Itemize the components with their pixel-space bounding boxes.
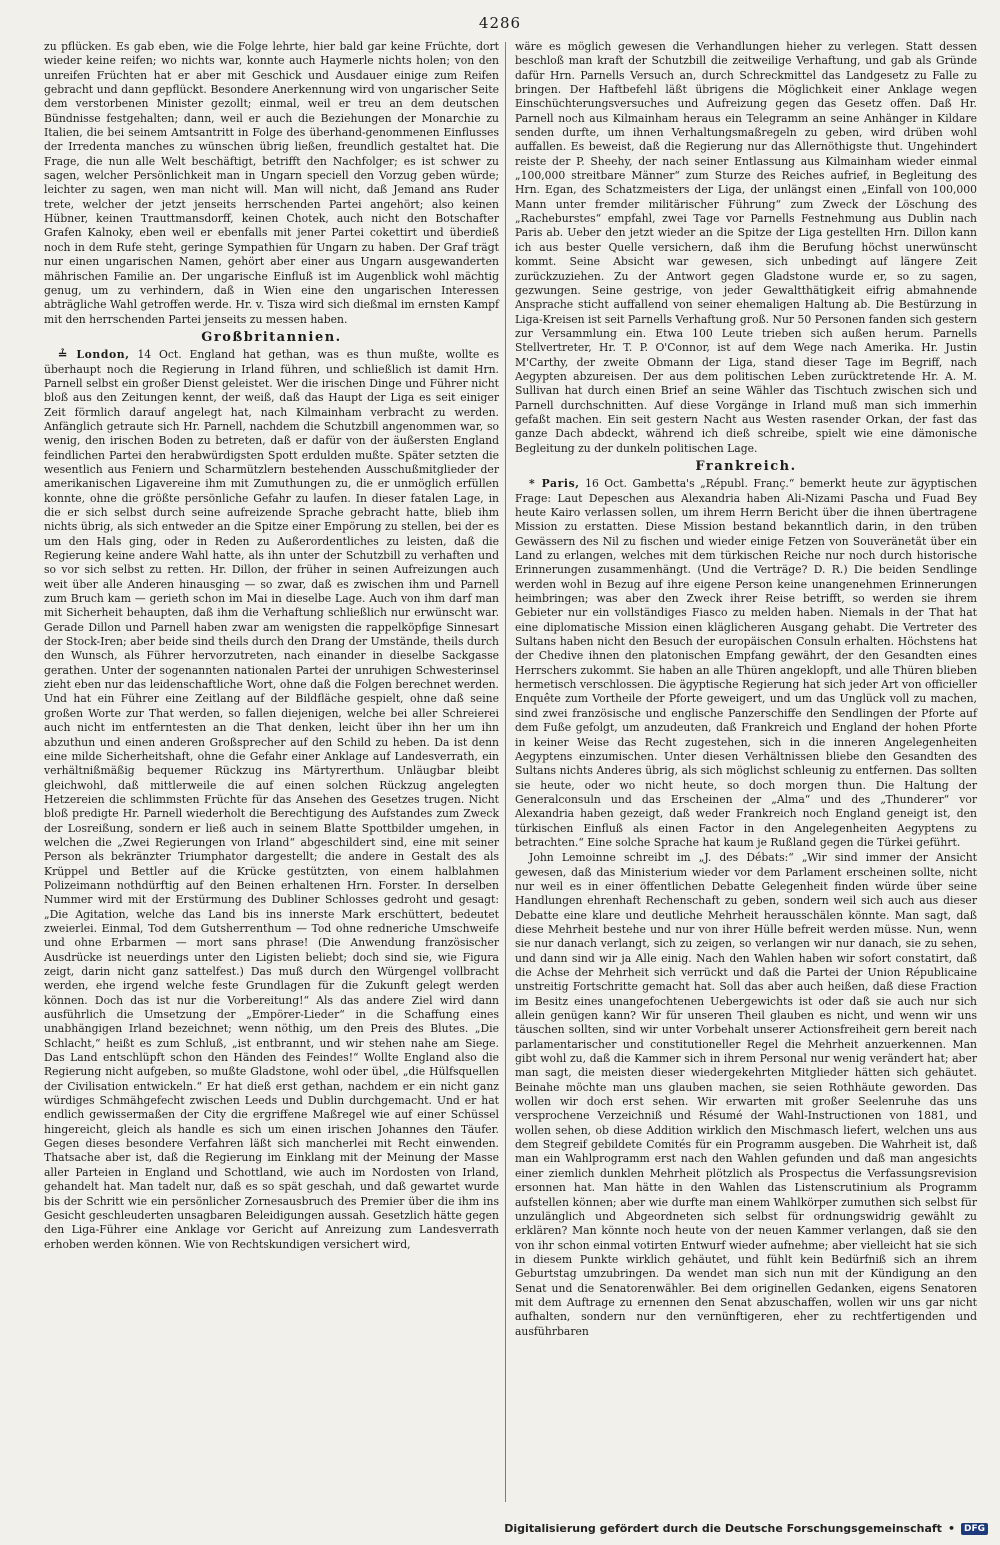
footer-separator: • — [947, 1522, 955, 1535]
dfg-logo-icon: DFG — [961, 1523, 988, 1535]
digitization-footer — [504, 1522, 988, 1535]
dateline-paris: * Paris, — [529, 477, 580, 491]
footer-credit-text: Digitalisierung gefördert durch die Deutsche Forschungsgemeinschaft — [504, 1522, 942, 1535]
paragraph-london — [44, 348, 499, 1252]
paragraph-lemoinne: John Lemoinne schreibt im „J. des Débats:“ „Wir sind immer der Ansicht gewesen, daß das Ministerium wieder vor dem Parlament erscheinen sollte, nicht nur weil es in einer öffentlichen Debatte Gelegenheit finden würde über seine Handlungen ehrenhaft Rechenschaft zu geben, sondern weil sich auch aus dieser Debatte eine klare und deutliche Mehrheit herausschälen könnte. Man sagt, daß diese Mehrheit bestehe und nur von ihrer Hülle befreit werden müsse. Nun, wenn sie nur danach verlangt, sich zu zeigen, so verlangen wir nur danach, sie zu sehen, und dann sind wir ja Alle einig. Nach den Wahlen haben wir sofort constatirt, daß die Achse der Mehrheit sich verrückt und daß die Partei der Union Républicaine unstreitig Fortschritte gemacht hat. Soll das aber auch heißen, daß diese Fraction im Besitz eines unangefochtenen Uebergewichts ist oder daß sie auch nur sich allein genügen kann? Wir für unseren Theil glauben es nicht, und wenn wir uns täuschen sollten, sind wir unter Vorbehalt unserer Actionsfreiheit gern bereit nach parlamentarischer und constitutioneller Regel die Mehrheit anzuerkennen. Man gibt wohl zu, daß die Kammer sich in ihrem Personal nur wenig verändert hat; aber man sagt, die meisten dieser wiedergekehrten Mitglieder hätten sich gehäutet. Beinahe möchte man uns glauben machen, sie seien Rothhäute geworden. Das wollen wir doch erst sehen. Wir erwarten mit großer Seelenruhe das uns versprochene Verzeichniß und Résumé der Wahl-Instructionen von 1881, und wollen sehen, ob diese Addition wirklich den Mischmasch liefert, welchen uns aus dem Stegreif gebildete Comités für ein Programm ausgeben. Die Wahrheit ist, daß man ein Wahlprogramm erst nach den Wahlen gefunden und daß man angesichts einer ziemlich dunklen Mehrheit plötzlich als Prospectus die Verfassungsrevision ersonnen hat. Man hätte in den Wahlen das Listenscrutinium als Programm aufstellen können; aber wie durfte man einem Wahlkörper zumuthen sich selbst für unzulänglich und Abgeordneten sich selbst für ordnungswidrig gewählt zu erklären? Man könnte noch heute von der neuen Kammer verlangen, daß sie den von ihr schon einmal votirten Entwurf wieder aufnehme; aber vielleicht hat sie sich in diesem Punkte wirklich gehäutet, und fühlt kein Bedürfniß sich an ihrem Geburtstag umzubringen. Da wendet man sich nun mit der Kündigung an den Senat und die Senatorenwähler. Bei dem originellen Gedanken, eigens Senatoren mit dem Auftrage zu ernennen den Senat abzuschaffen, wollen wir uns gar nicht aufhalten, sondern nur den vernünftigeren, eher zu rechtfertigenden und ausführbaren — [515, 851, 977, 1338]
section-title-france: Frankreich. — [695, 458, 797, 474]
dateline-london: ≟ London, — [58, 348, 130, 362]
text-paris: Gambetta's „Républ. Franç.“ bemerkt heute zur ägyptischen Frage: Laut Depeschen aus Alexandria haben Ali-Nizami Pascha und Fuad Bey heute Kairo verlassen sollen, um ihrem Herrn Bericht über die ihnen übertragene Mission zu erstatten. Diese Mission bestand bekanntlich darin, in den trüben Gewässern des Nil zu fischen und wieder einige Fetzen von Souveränetät über ein Land zu erlangen, welches mit dem türkischen Reiche nur noch durch historische Erinnerungen zusammenhängt. (Und die Verträge? D. R.) Die beiden Sendlinge werden wohl in Bezug auf ihre eigene Person keine unangenehmen Erinnerungen heimbringen; was aber den Zweck ihrer Reise betrifft, so werden sie ihrem Gebieter nur ein vollständiges Fiasco zu melden haben. Niemals in der That hat eine diplomatische Mission einen kläglicheren Ausgang gehabt. Die Vertreter des Sultans haben nicht den Besuch der europäischen Consuln erhalten. Höchstens hat der Chedive ihnen den platonischen Empfang gewährt, der den Gesandten eines Herrschers zukommt. Sie haben an alle Thüren angeklopft, und alle Thüren blieben hermetisch verschlossen. Die ägyptische Regierung hat sich jeder Art von officieller Enquête zum Vortheile der Pforte geweigert, und um das Unglück voll zu machen, sind zwei französische und englische Panzerschiffe den Sendlingen der Pforte auf dem Fuße gefolgt, um anzudeuten, daß Frankreich und England der hohen Pforte in keiner Weise das Recht zugestehen, sich in die inneren Angelegenheiten Aegyptens einzumischen. Unter diesen Verhältnissen bliebe den Gesandten des Sultans nichts Anderes übrig, als sich möglichst schleunig zu entfernen. Das sollten sie heute, oder wo nicht heute, so doch morgen thun. Die Haltung der Generalconsuln und das Erscheinen der „Alma“ und des „Thunderer“ vor Alexandria haben gezeigt, daß weder Frankreich noch England geneigt ist, den türkischen Einfluß als einen Factor in den Angelegenheiten Aegyptens zu betrachten.“ Eine solche Sprache hat kaum je Rußland gegen die Türkei geführt. — [515, 477, 977, 849]
paragraph-paris — [515, 477, 977, 850]
left-column — [44, 40, 499, 1253]
date-london: 14 Oct. — [137, 348, 182, 362]
date-paris: 16 Oct. — [585, 477, 627, 491]
right-column — [515, 40, 977, 1340]
column-divider — [505, 42, 506, 1502]
paragraph-hungary-continued: zu pflücken. Es gab eben, wie die Folge lehrte, hier bald gar keine Früchte, dort wieder keine reifen; wo nichts war, konnte auch Haymerle nichts holen; von den unreifen Früchten hat er aber mit Geschick und Ausdauer einige zum Reifen gebracht und dann gepflückt. Besondere Anerkennung wird von ungarischer Seite dem verstorbenen Minister gezollt; einmal, weil er treu an dem deutschen Bündnisse festgehalten; dann, weil er auch die Beziehungen der Monarchie zu Italien, die bei seinem Amtsantritt in Folge des überhand-genommenen Einflusses der Irredenta manches zu wünschen übrig ließen, freundlich gestaltet hat. Die Frage, die nun alle Welt beschäftigt, betrifft den Nachfolger; es ist schwer zu sagen, welcher Persönlichkeit man in Ungarn speciell den Vorzug geben würde; leichter zu sagen, wen man nicht will. Man will nicht, daß Jemand ans Ruder trete, welcher der jetzt jenseits herrschenden Partei angehört; also keinen Hübner, keinen Trauttmansdorff, keinen Chotek, auch nicht den Botschafter Grafen Kalnoky, eben weil er ebenfalls mit jener Partei cokettirt und überdieß noch in dem Rufe steht, geringe Sympathien für Ungarn zu haben. Der Graf trägt nur einen ungarischen Namen, gehört aber einer aus Ungarn ausgewanderten mährischen Familie an. Der ungarische Einfluß ist im Augenblick wohl mächtig genug, um zu verhindern, daß in Wien eine den ungarischen Interessen abträgliche Wahl getroffen werde. Hr. v. Tisza wird sich dießmal im ernsten Kampf mit den herrschenden Partei jenseits zu messen haben. — [44, 40, 499, 326]
section-title-great-britain: Großbritannien. — [201, 329, 342, 345]
text-london: England hat gethan, was es thun mußte, wollte es überhaupt noch die Regierung in Irland führen, und schließlich ist damit Hrn. Parnell selbst ein großer Dienst geleistet. Wer die irischen Dinge und Führer nicht bloß aus den Zeitungen kennt, der weiß, daß das Haupt der Liga es seit einiger Zeit förmlich darauf angelegt hat, nach Kilmainham verbracht zu werden. Anfänglich getraute sich Hr. Parnell, nachdem die Schutzbill angenommen war, so wenig, den irischen Boden zu betreten, daß er dafür von der äußersten England feindlichen Partei den herabwürdigsten Spott erdulden mußte. Später setzten die wesentlich aus Feniern und Scharmützlern bestehenden Ausschußmitglieder der amerikanischen Ligavereine ihm mit Zumuthungen zu, die er unmöglich erfüllen konnte, ohne die größte persönliche Gefahr zu laufen. In dieser fatalen Lage, in die er sich selbst durch seine aufreizende Sprache gebracht hatte, blieb ihm nichts übrig, als sich entweder an die Spitze einer Empörung zu stellen, bei der es um den Hals ging, oder in Reden zu Außerordentliches zu leisten, daß die Regierung keine andere Wahl hatte, als ihn unter der Schutzbill zu verhaften und so vor sich selbst zu retten. Hr. Dillon, der früher in seinen Aufreizungen auch weit über alle Anderen hinausging — so zwar, daß es zwischen ihm und Parnell zum Bruch kam — gerieth schon im Mai in dieselbe Lage. Auch von ihm darf man mit Sicherheit behaupten, daß ihm die Verhaftung schließlich nur erwünscht war. Gerade Dillon und Parnell haben zwar am wenigsten die rappelköpfige Sinnesart der Stock-Iren; aber beide sind theils durch den Drang der Umstände, theils durch den Wunsch, als Führer hervorzutreten, nach einander in dieselbe Sackgasse gerathen. Unter der sogenannten nationalen Partei der unruhigen Schwesterinsel zieht eben nur das leidenschaftliche Wort, ohne daß die Folgen berechnet werden. Und hat ein Führer eine Zeitlang auf der Bildfläche gespielt, ohne daß seine großen Worte zur That werden, so fallen diejenigen, welche bei aller Schreierei auch nicht im entferntesten an die That denken, leicht über ihn her um ihn abzuthun und einen anderen Großsprecher auf den Schild zu heben. Da ist denn eine milde Sicherheitshaft, ohne die Gefahr einer Anklage auf Landesverrath, ein verhältnißmäßig bequemer Rückzug ins Märtyrerthum. Unläugbar bleibt gleichwohl, daß mittlerweile die auf einen solchen Rückzug angelegten Hetzereien die schlimmsten Früchte für das Ansehen des Gesetzes trugen. Nicht bloß predigte Hr. Parnell wiederholt die Berechtigung des Aufstandes zum Zweck der Losreißung, sondern er ließ auch in seinem Blatte Spottbilder umgehen, in welchen die „Zwei Regierungen von Irland“ abgeschildert sind, eine mit seiner Person als bekränzter Triumphator dargestellt; die andere in Gestalt des als Krüppel und Bettler auf die Krücke gestützten, von einem halblahmen Polizeimann nothdürftig auf den Beinen erhaltenen Hrn. Forster. In derselben Nummer wird mit der Erstürmung des Dubliner Schlosses gedroht und gesagt: „Die Agitation, welche das Land bis ins innerste Mark erschüttert, bedeutet zweierlei. Einmal, Tod dem Gutsherrenthum — Tod ohne redneriche Umschweife und ohne Erbarmen — mort sans phrase! (Die Anwendung französischer Ausdrücke ist neuerdings unter den Ligisten beliebt; doch sind sie, wie Figura zeigt, darin nicht ganz sattelfest.) Das muß durch den Würgengel vollbracht werden, ehe irgend welche feste Grundlagen für die Zukunft gelegt werden können. Doch das ist nur die Vorbereitung!“ Als das andere Ziel wird dann ausführlich die Umsetzung der „Empörer-Lieder“ in die Schaffung eines unabhängigen Irland bezeichnet; wenn nöthig, um den Preis des Blutes. „Die Schlacht,“ heißt es zum Schluß, „ist entbrannt, und wir stehen nahe am Siege. Das Land entschlüpft schon den Händen des Feindes!“ Wollte England also die Regierung nicht aufgeben, so mußte Gladstone, wohl oder übel, „die Hülfsquellen der Civilisation entwickeln.“ Er hat dieß erst gethan, nachdem er ein nicht ganz würdiges Schmähgefecht zwischen Leeds und Dublin durchgemacht. Und er hat endlich gewissermaßen der City die ergriffene Maßregel wie auf einer Schüssel hingereicht, gleich als handle es sich um einen irischen Johannes den Täufer. Gegen dieses besondere Verfahren läßt sich mancherlei mit Recht einwenden. Thatsache aber ist, daß die Regierung im Einklang mit der Meinung der Masse aller Parteien in England und Schottland, wie auch im Nordosten von Irland, gehandelt hat. Man tadelt nur, daß es so spät geschah, und daß gewartet wurde bis der Schritt wie ein persönlicher Zornesausbruch des Premier über die ihm ins Gesicht geschleuderten unsagbaren Beleidigungen aussah. Gesetzlich hätte gegen den Liga-Führer eine Anklage vor Gericht auf Anreizung zum Landesverrath erhoben werden können. Wie von Rechtskundigen versichert wird, — [44, 348, 499, 1251]
page-number: 4286 — [478, 14, 522, 32]
paragraph-london-continued: wäre es möglich gewesen die Verhandlungen hieher zu verlegen. Statt dessen beschloß man kraft der Schutzbill die zeitweilige Verhaftung, und gab als Gründe dafür Hrn. Parnells Versuch an, durch Schreckmittel das Landgesetz zu Falle zu bringen. Der Haftbefehl läßt übrigens die Möglichkeit einer Anklage wegen Einschüchterungsversuches und Aufreizung gegen das Gesetz offen. Daß Hr. Parnell noch aus Kilmainham heraus ein Telegramm an seine Anhänger in Kildare senden durfte, um ihnen Verhaltungsmaßregeln zu geben, wird drüben wohl auffallen. Es beweist, daß die Regierung nur das Allernöthigste thut. Ungehindert reiste der P. Sheehy, der nach seiner Entlassung aus Kilmainham wieder einmal „100,000 streitbare Männer“ zum Sturze des Reiches aufrief, in Begleitung des Hrn. Egan, des Schatzmeisters der Liga, der unlängst einen „Einfall von 100,000 Mann unter fremder militärischer Führung“ zum Zweck der Löschung des „Racheburstes“ empfahl, zwei Tage vor Parnells Festnehmung aus Dublin nach Paris ab. Ueber den jetzt wieder an die Spitze der Liga gestellten Hrn. Dillon kann ich aus bester Quelle versichern, daß ihm die Berufung höchst unerwünscht kommt. Seine Absicht war gewesen, sich unbedingt auf längere Zeit zurückzuziehen. Zu der Antwort gegen Gladstone wurde er, so zu sagen, gezwungen. Seine gestrige, von jeder Gewaltthätigkeit eifrig abmahnende Ansprache sticht auffallend von seiner ehemaligen Haltung ab. Die Bestürzung in Liga-Kreisen ist seit Parnells Verhaftung groß. Nur 50 Personen fanden sich gestern zur Versammlung ein. Etwa 100 Leute trieben sich außen herum. Parnells Stellvertreter, Hr. T. P. O'Connor, ist auf dem Wege nach Amerika. Hr. Justin M'Carthy, der zweite Obmann der Liga, stand dieser Tage im Begriff, nach Aegypten abzureisen. Der aus dem politischen Leben zurücktretende Hr. A. M. Sullivan hat durch einen Brief an seine Wähler das Tischtuch zwischen sich und Parnell durchschnitten. Auf diese Vorgänge in Irland muß man sich immerhin gefaßt machen. Ein seit gestern Nacht aus Westen rasender Orkan, der fast das ganze Dach abdeckt, während ich dieß schreibe, spielt wie eine dämonische Begleitung zu der dunkeln politischen Lage. — [515, 40, 977, 455]
